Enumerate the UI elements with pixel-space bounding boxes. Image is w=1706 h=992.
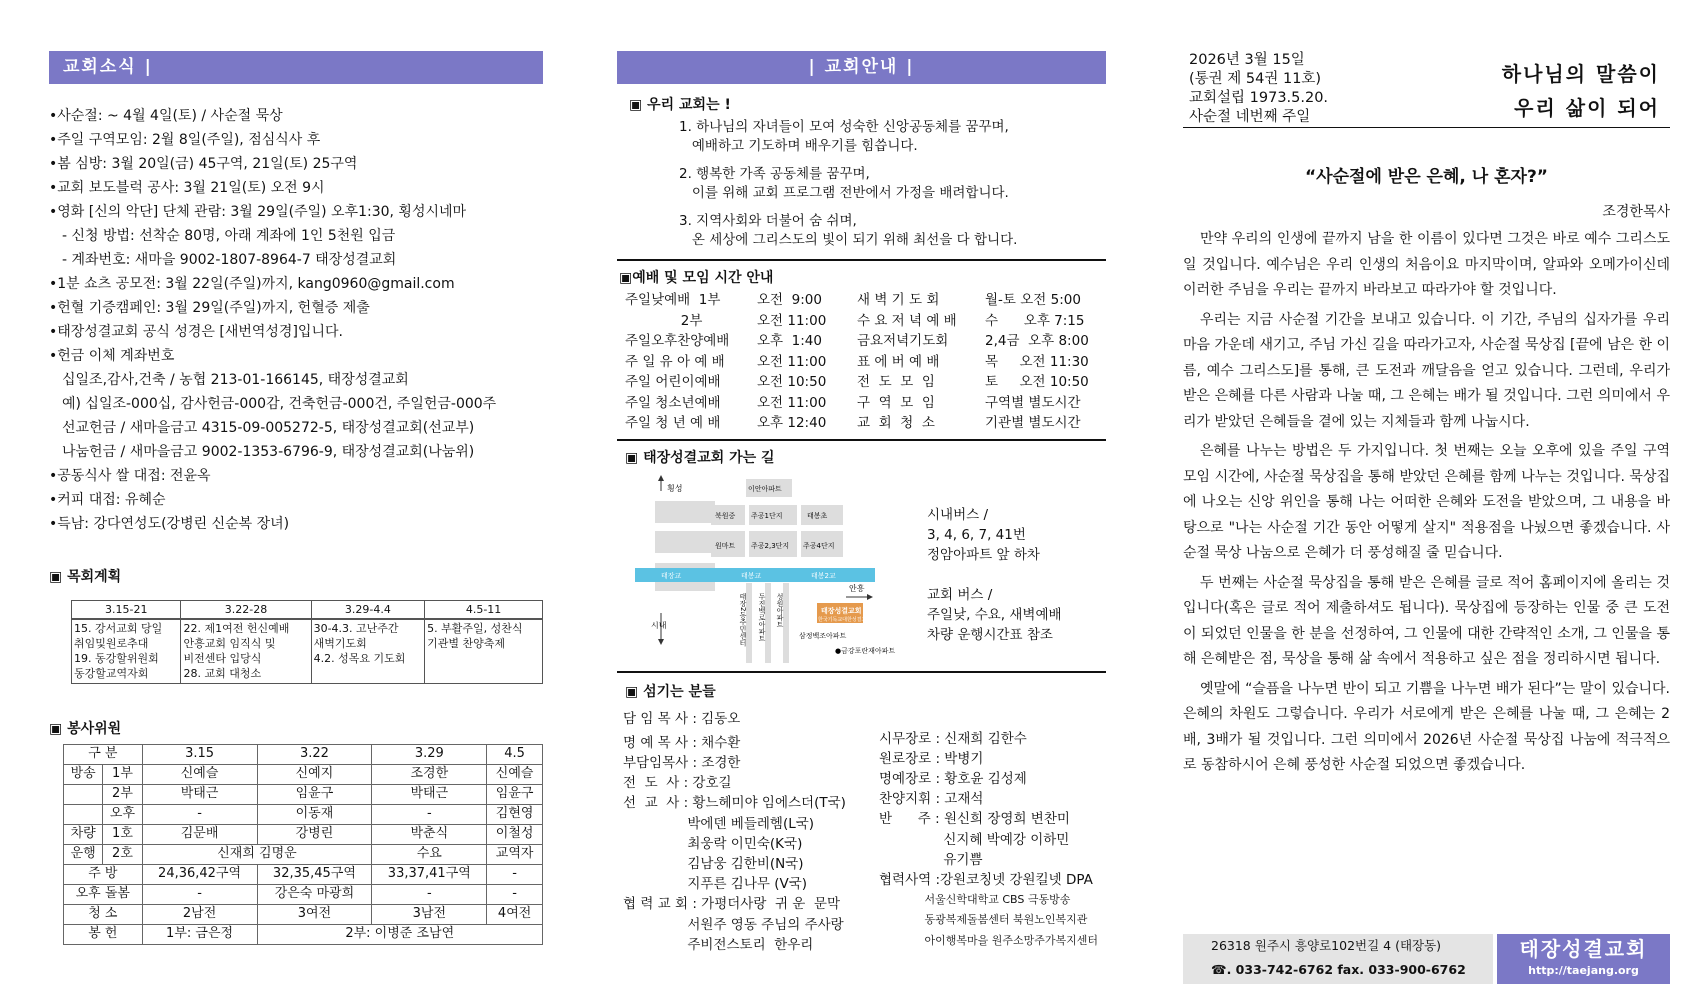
motto-line2: 우리 삶이 되어 xyxy=(1514,96,1660,120)
staff-line: 아이행복마을 원주소망주가복지센터 xyxy=(879,933,1098,947)
svc-cell: 차량 xyxy=(64,824,103,844)
schedule-title: ▣예배 및 모임 시간 안내 xyxy=(619,270,774,286)
pastoral-plan-title: ▣ 목회계획 xyxy=(49,569,122,585)
church-url[interactable]: http://taejang.org xyxy=(1528,964,1639,977)
news-item: •사순절: ~ 4월 4일(토) / 사순절 묵상 xyxy=(49,108,283,124)
news-item: •커피 대접: 유혜순 xyxy=(49,492,166,508)
schedule-row xyxy=(625,311,1105,332)
staff-line: 명예장로 : 황호윤 김성제 xyxy=(879,770,1027,787)
svc-header-cell: 3.29 xyxy=(372,744,487,764)
map-road: 태봉2교 xyxy=(811,571,836,580)
svc-cell: 박춘식 xyxy=(372,824,487,844)
svc-cell: 1부 xyxy=(103,764,142,784)
svc-cell: 신예지 xyxy=(257,764,372,784)
bus-line: 교회 버스 / xyxy=(927,586,993,603)
map-north: 횡성 xyxy=(667,483,683,493)
staff-title: ▣ 섬기는 분들 xyxy=(625,683,716,700)
map-vert: 성원아파트 xyxy=(776,592,784,628)
schedule-cell: 목 오전 11:30 xyxy=(985,353,1089,370)
sermon-paragraph: 은혜를 나누는 방법은 두 가지입니다. 첫 번째는 오늘 오후에 있을 주일 구역모임 시간에, 사순절 묵상집을 통해 받았던 은혜를 함께 나누는 것입니다. 묵상집에 나오는 신앙 위인을 통해 나는 어떠한 은혜와 도전을 받았으며, 그 내용을 바탕으로 "나는 사순절 기간 동안 어떻게 살지" 적용점을 나눴으면 좋겠습니다. 사순절 묵상 나눔으로 은혜가 더 풍성해질 줄 믿습니다. xyxy=(1183,443,1670,561)
svc-cell: 교역자 xyxy=(487,844,543,864)
intro-item: 2. 행복한 가족 공동체를 꿈꾸며, 이를 위해 교회 프로그램 전반에서 가정을 배려합니다. xyxy=(679,166,1009,201)
map-road: 태봉교 xyxy=(741,571,762,580)
table-row xyxy=(64,804,543,824)
staff-line: 서울신학대학교 CBS 극동방송 xyxy=(879,893,1071,907)
svc-cell: 박태근 xyxy=(142,784,257,804)
schedule-cell: 오후 1:40 xyxy=(757,333,822,349)
plan-cell: 30-4.3. 고난주간 새벽기도회 4.2. 성목요 기도회 xyxy=(311,619,425,683)
bus-line: 차량 운행시간표 참조 xyxy=(927,626,1053,643)
svc-header-cell: 3.22 xyxy=(257,744,372,764)
plan-cell: 22. 제1여전 헌신예배 안흥교회 임직식 및 비전센타 입당식 28. 교회 대청소 xyxy=(181,619,311,683)
svc-cell xyxy=(64,784,103,804)
map-road: 태장교 xyxy=(661,571,682,580)
svc-cell: 4여전 xyxy=(487,904,543,924)
svc-cell: - xyxy=(372,804,487,824)
svc-cell: 2부 xyxy=(103,784,142,804)
svc-cell: 오후 돌봄 xyxy=(64,884,143,904)
schedule-cell: 구 역 모 임 xyxy=(857,394,935,411)
map-bldg: 태봉초 xyxy=(807,511,828,520)
schedule-cell: 주일오후찬양예배 xyxy=(625,333,730,349)
news-item: •교회 보도블럭 공사: 3월 21일(토) 오전 9시 xyxy=(49,180,325,196)
staff-line: 시무장로 : 신재희 김한수 xyxy=(879,730,1027,747)
table-row xyxy=(64,924,543,944)
staff-line: 동광복제돌봄센터 북원노인복지관 xyxy=(879,913,1088,927)
staff-line: 유기쁨 xyxy=(879,851,983,868)
news-item: •영화 [신의 악단] 단체 관람: 3월 29일(주일) 오후1:30, 횡성시네마 xyxy=(49,204,467,220)
staff-line: 반 주 : 원신희 장영희 변찬미 xyxy=(879,811,1070,828)
map-bldg: 북원중 xyxy=(715,511,736,520)
svc-cell: 운행 xyxy=(64,844,103,864)
plan-week: 3.29-4.4 xyxy=(311,601,425,620)
svc-cell: 주 방 xyxy=(64,864,143,884)
schedule-row xyxy=(625,331,1105,352)
divider xyxy=(617,439,1106,441)
bulletin-issue: (통권 제 54권 11호) xyxy=(1189,71,1322,87)
schedule-row xyxy=(625,393,1105,414)
svc-cell: 임윤구 xyxy=(487,784,543,804)
svc-header-cell: 구 분 xyxy=(64,744,143,764)
news-item: •태장성결교회 공식 성경은 [새번역성경]입니다. xyxy=(49,324,343,340)
schedule-cell: 수 요 저 녁 예 배 xyxy=(857,312,957,329)
news-item: 십일조,감사,건축 / 농협 213-01-166145, 태장성결교회 xyxy=(62,372,409,388)
table-row xyxy=(64,784,543,804)
staff-line: 김남웅 김한비(N국) xyxy=(623,855,804,872)
staff-line: 전 도 사 : 강호길 xyxy=(623,775,732,792)
svc-header-cell: 4.5 xyxy=(487,744,543,764)
bulletin-header xyxy=(1183,51,1670,128)
sermon-paragraph: 만약 우리의 인생에 끝까지 남을 한 이름이 있다면 그것은 바로 예수 그리스도일 것입니다. 예수님은 우리 인생의 처음이요 마지막이며, 알파와 오메가이신데 이러한 주님을 우리는 끝까지 바라보고 따라가야 할 것입니다. xyxy=(1183,231,1670,298)
sermon-body xyxy=(1183,227,1670,779)
directions-area xyxy=(617,473,1106,671)
sermon-paragraph: 우리는 지금 사순절 기간을 보내고 있습니다. 이 기간, 주님의 십자가를 우리 마음 가운데 새기고, 주님 가신 길을 따라가고자, 사순절 묵상집 [끝에 남은 한 이름, 예수 그리스도]를 통해, 큰 도전과 깨달음을 얻고 있습니다. 그런데, 우리가 받은 은혜를 다른 사람과 나눌 때, 그 은혜는 배가 될 것입니다. 그런 의미에서 우리가 받았던 은혜들을 곁에 있는 지체들과 함께 나눕시다. xyxy=(1183,311,1671,430)
news-item: 나눔헌금 / 새마을금고 9002-1353-6796-9, 태장성결교회(나눔위) xyxy=(62,444,475,460)
svc-cell: 강은숙 마광희 xyxy=(257,884,372,904)
plan-week: 4.5-11 xyxy=(425,601,543,620)
staff-line: 서원주 영동 주님의 주사랑 xyxy=(623,916,844,933)
founded-date: 교회설립 1973.5.20. xyxy=(1189,90,1329,106)
bus-info xyxy=(927,505,1062,645)
sermon-paragraph: 두 번째는 사순절 묵상집을 통해 받은 은혜를 글로 적어 홈페이지에 올리는 것입니다(혹은 글로 적어 제출하셔도 됩니다). 묵상집에 등장하는 인물 중 큰 도전이 되었던 인물을 한 분을 선정하여, 그 인물에 대한 간략적인 소개, 그 인물을 통해 은혜받은 점, 묵상을 통해 삶 속에서 적용하고 싶은 점을 정리하시면 됩니다. xyxy=(1183,574,1670,667)
svc-cell: 2부: 이병준 조남연 xyxy=(257,924,543,944)
church-guide-header: | 교회안내 | xyxy=(617,51,1106,84)
map-bldg: 주공2,3단지 xyxy=(751,541,790,550)
divider xyxy=(617,259,1106,261)
staff-line: 명 예 목 사 : 채수환 xyxy=(623,734,741,751)
bus-line: 3, 4, 6, 7, 41번 xyxy=(927,526,1026,543)
church-news-header: 교회소식 | xyxy=(49,51,543,84)
sermon-paragraph: 옛말에 “슬픔을 나누면 반이 되고 기쁨을 나누면 배가 된다”는 말이 있습니다. 은혜의 차원도 그렇습니다. 우리가 서로에게 받은 은혜를 나눌 때, 그 은혜는 2배, 3배가 될 것입니다. 그런 의미에서 2026년 사순절 묵상집 나눔에 적극적으로 동참하시어 은혜 풍성한 사순절 되었으면 좋겠습니다. xyxy=(1183,680,1670,773)
table-row xyxy=(64,884,543,904)
staff-line: 주비전스토리 한우리 xyxy=(623,936,814,953)
staff-line: 박에덴 베들레헴(L국) xyxy=(623,815,815,832)
svc-cell xyxy=(64,804,103,824)
table-row xyxy=(64,824,543,844)
schedule-table xyxy=(625,290,1105,434)
svc-cell: 신예슬 xyxy=(487,764,543,784)
svc-cell: 2남전 xyxy=(142,904,257,924)
svc-header-cell: 3.15 xyxy=(142,744,257,764)
pastoral-plan-table xyxy=(71,600,543,684)
news-item: 예) 십일조-000십, 감사헌금-000감, 건축헌금-000건, 주일헌금-000주 xyxy=(62,396,497,412)
sermon-title: “사순절에 받은 은혜, 나 혼자?” xyxy=(1305,167,1548,187)
schedule-cell: 전 도 모 임 xyxy=(857,374,935,390)
schedule-row xyxy=(625,372,1105,393)
map-bldg: 주공4단지 xyxy=(803,541,835,550)
divider xyxy=(617,671,1106,673)
news-item: •주일 구역모임: 2월 8일(주일), 점심식사 후 xyxy=(49,132,321,148)
plan-week: 3.15-21 xyxy=(72,601,181,620)
news-list xyxy=(49,104,543,536)
schedule-cell: 오전 11:00 xyxy=(757,394,827,411)
schedule-cell: 표 에 버 예 배 xyxy=(857,353,940,370)
staff-line: 최웅락 이민숙(K국) xyxy=(623,835,803,852)
map-church: 태장성결교회 xyxy=(821,606,862,615)
intro-item: 3. 지역사회와 더불어 숨 쉬며, 온 세상에 그리스도의 빛이 되기 위해 최선을 다 합니다. xyxy=(679,213,1018,248)
sermon-author: 조경한목사 xyxy=(1602,204,1670,220)
directions-map xyxy=(621,473,896,668)
svc-cell: 방송 xyxy=(64,764,103,784)
schedule-cell: 토 오전 10:50 xyxy=(985,374,1089,390)
svc-cell: 김문배 xyxy=(142,824,257,844)
service-volunteers-table xyxy=(63,744,543,945)
news-item: 선교헌금 / 새마을금고 4315-09-005272-5, 태장성결교회(선교부) xyxy=(62,420,475,436)
svc-cell: - xyxy=(142,804,257,824)
schedule-cell: 월-토 오전 5:00 xyxy=(985,292,1081,308)
map-bldg: 이안아파트 xyxy=(748,484,782,493)
news-item: •봄 심방: 3월 20일(금) 45구역, 21일(토) 25구역 xyxy=(49,156,358,172)
bus-line: 시내버스 / xyxy=(927,506,989,523)
bulletin-date: 2026년 3월 15일 xyxy=(1189,52,1305,68)
schedule-cell: 2,4금 오후 8:00 xyxy=(985,333,1089,349)
svc-cell: 봉 헌 xyxy=(64,924,143,944)
news-item: •득남: 강다연성도(강병린 신순복 장녀) xyxy=(49,516,290,532)
svc-cell: 신재희 김명운 xyxy=(142,844,372,864)
map-church-sub: 한국기독교대한성결교 xyxy=(818,616,867,623)
plan-cell: 5. 부활주일, 성찬식 기관별 찬양축제 xyxy=(425,619,543,683)
news-item: •공동식사 쌀 대접: 전윤옥 xyxy=(49,468,211,484)
schedule-cell: 교 회 청 소 xyxy=(857,415,935,431)
svc-cell: 33,37,41구역 xyxy=(372,864,487,884)
service-volunteers-title: ▣ 봉사위원 xyxy=(49,720,122,737)
footer xyxy=(1183,934,1670,984)
schedule-cell: 금요저녁기도회 xyxy=(857,333,949,349)
svc-cell: 김현영 xyxy=(487,804,543,824)
left-column xyxy=(49,51,543,945)
map-bldg: 주공1단지 xyxy=(751,511,783,520)
map-geumgang: ●금강포란재아파트 xyxy=(835,646,896,655)
table-row xyxy=(64,904,543,924)
svc-cell: 3남전 xyxy=(372,904,487,924)
svc-cell: 이동재 xyxy=(257,804,372,824)
news-item: •1분 쇼츠 공모전: 3월 22일(주일)까지, kang0960@gmail.com xyxy=(49,276,455,292)
svc-cell: 3여전 xyxy=(257,904,372,924)
staff-line: 부담임목사 : 조경한 xyxy=(623,754,741,771)
svc-cell: 임윤구 xyxy=(257,784,372,804)
table-row xyxy=(64,864,543,884)
schedule-row xyxy=(625,352,1105,373)
news-item: •헌혈 기증캠페인: 3월 29일(주일)까지, 헌혈증 제출 xyxy=(49,300,370,316)
svc-cell: 조경한 xyxy=(372,764,487,784)
week-name: 사순절 네번째 주일 xyxy=(1189,109,1311,125)
bus-line: 주일낮, 수요, 새벽예배 xyxy=(927,606,1062,623)
staff-line: 담 임 목 사 : 김동오 xyxy=(623,710,741,727)
directions-title: ▣ 태장성결교회 가는 길 xyxy=(625,449,775,466)
schedule-cell: 기관별 별도시간 xyxy=(985,415,1081,431)
svc-cell: 청 소 xyxy=(64,904,143,924)
right-column xyxy=(1183,51,1671,977)
intro-item: 1. 하나님의 자녀들이 모여 성숙한 신앙공동체를 꿈꾸며, 예배하고 기도하며 배우기를 힘씁니다. xyxy=(679,119,1009,154)
svc-cell: 수요 xyxy=(372,844,487,864)
schedule-cell: 주일 어린이예배 xyxy=(625,374,721,390)
schedule-cell: 주 일 유 아 예 배 xyxy=(625,353,725,370)
svc-cell: 2호 xyxy=(103,844,142,864)
staff-line: 원로장로 : 박병기 xyxy=(879,750,984,767)
svc-cell: 32,35,45구역 xyxy=(257,864,372,884)
map-east: 안흥 xyxy=(849,583,865,593)
schedule-cell: 주일낮예배 1부 xyxy=(625,292,721,308)
map-south: 시내 xyxy=(651,620,667,630)
staff-line: 협 력 교 회 : 가평더사랑 귀 운 문막 xyxy=(623,896,840,913)
schedule-row xyxy=(625,413,1105,434)
schedule-row xyxy=(625,290,1105,311)
svc-cell: 신예슬 xyxy=(142,764,257,784)
staff-left xyxy=(623,709,846,955)
church-brand xyxy=(1497,934,1670,984)
svc-cell: 이철성 xyxy=(487,824,543,844)
schedule-cell: 오전 11:00 xyxy=(757,312,827,329)
map-vert: 두진백로아파트 xyxy=(758,592,766,642)
staff-line: 신지혜 박예강 이하민 xyxy=(879,831,1070,848)
map-samjeong: 삼정백조아파트 xyxy=(799,631,847,640)
phone-fax: ☎. 033-742-6762 fax. 033-900-6762 xyxy=(1211,962,1466,977)
schedule-cell: 새 벽 기 도 회 xyxy=(857,292,940,308)
staff-line: 지푸른 김나무 (V국) xyxy=(623,876,808,893)
schedule-cell: 오후 12:40 xyxy=(757,415,827,431)
bus-line xyxy=(927,565,1062,585)
svc-cell: 24,36,42구역 xyxy=(142,864,257,884)
bus-line: 정암아파트 앞 하차 xyxy=(927,546,1040,563)
staff-line: 협력사역 :강원코칭넷 강원킬넷 DPA xyxy=(879,871,1093,888)
schedule-cell: 구역별 별도시간 xyxy=(985,394,1081,411)
staff-line: 선 교 사 : 황느헤미야 임에스더(T국) xyxy=(623,795,846,812)
church-name: 태장성결교회 xyxy=(1519,937,1648,961)
intro-title: ▣ 우리 교회는 ! xyxy=(629,97,731,113)
news-item: •헌금 이체 계좌번호 xyxy=(49,348,175,364)
svc-cell: - xyxy=(372,884,487,904)
schedule-cell: 오전 10:50 xyxy=(757,374,827,390)
motto-line1: 하나님의 말씀이 xyxy=(1501,62,1660,86)
middle-column xyxy=(617,51,1106,953)
map-vert: 태장2동주민센터 xyxy=(739,592,747,646)
svc-cell: 오후 xyxy=(103,804,142,824)
staff-line: 찬양지휘 : 고재석 xyxy=(879,791,984,808)
motto xyxy=(1502,57,1660,125)
news-item: - 신청 방법: 선착순 80명, 아래 계좌에 1인 5천원 입금 xyxy=(62,228,396,244)
news-item: - 계좌번호: 새마을 9002-1807-8964-7 태장성결교회 xyxy=(62,252,397,268)
table-row xyxy=(64,844,543,864)
svc-cell: 1부: 금은정 xyxy=(142,924,257,944)
address: 26318 원주시 흥양로102번길 4 (태장동) xyxy=(1211,938,1442,953)
map-bldg: 원마트 xyxy=(715,541,736,550)
table-row xyxy=(64,764,543,784)
schedule-cell: 주일 청소년예배 xyxy=(625,394,721,411)
schedule-cell: 오전 11:00 xyxy=(757,353,827,370)
plan-week: 3.22-28 xyxy=(181,601,311,620)
intro-list xyxy=(617,118,1106,250)
schedule-cell: 수 오후 7:15 xyxy=(985,312,1085,329)
svc-cell: - xyxy=(487,884,543,904)
schedule-cell: 2부 xyxy=(625,312,703,329)
schedule-cell: 주일 청 년 예 배 xyxy=(625,415,721,431)
svc-cell: - xyxy=(487,864,543,884)
svc-cell: - xyxy=(142,884,257,904)
plan-cell: 15. 강서교회 당일 취임및원로추대 19. 동강할위원회 동강할교역자회 xyxy=(72,619,181,683)
staff-right xyxy=(879,729,1098,951)
svc-cell: 박태근 xyxy=(372,784,487,804)
svc-cell: 1호 xyxy=(103,824,142,844)
svc-cell: 강병린 xyxy=(257,824,372,844)
schedule-cell: 오전 9:00 xyxy=(757,292,822,308)
contact-box xyxy=(1183,934,1493,984)
